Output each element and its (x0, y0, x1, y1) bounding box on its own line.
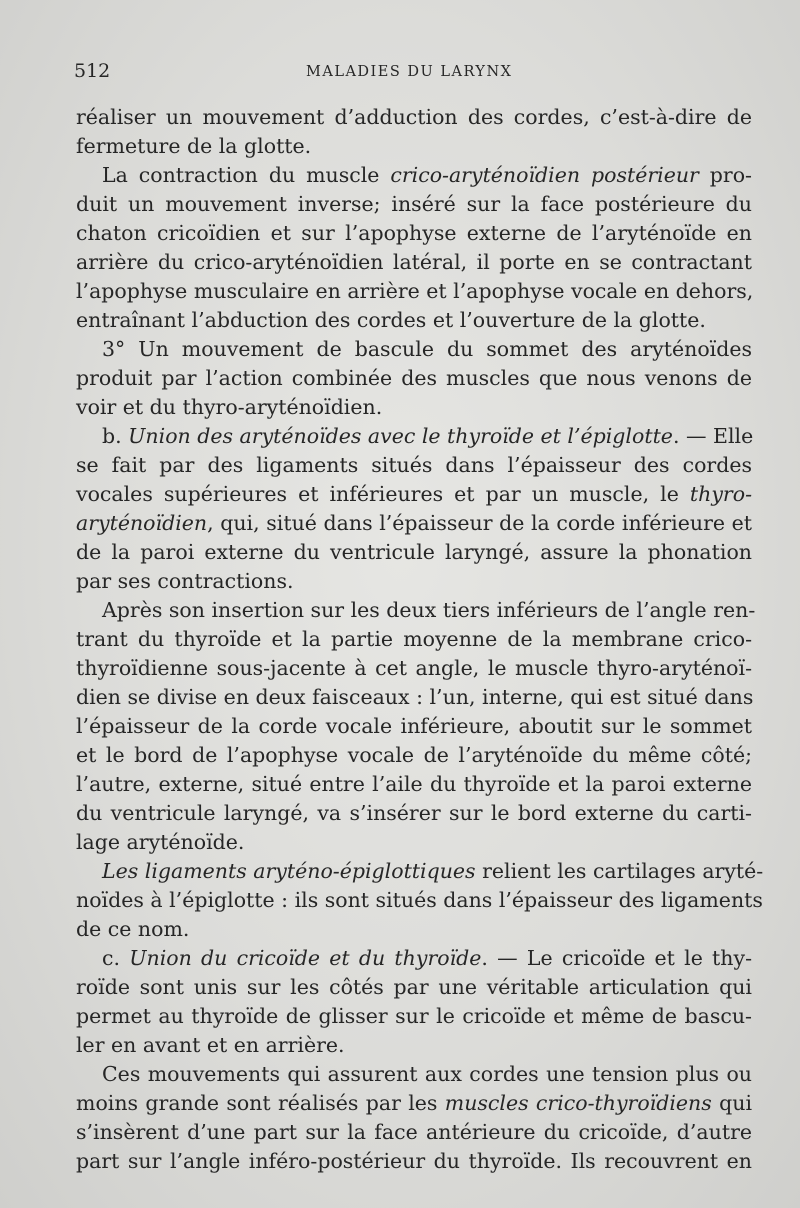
text-line (76, 1089, 752, 1118)
text-run: produit par l’action combinée des muscles que nous venons de (76, 366, 752, 390)
body-text (76, 103, 764, 1176)
text-run: part sur l’angle inféro-postérieur du thyroïde. Ils recouvrent en (76, 1149, 752, 1173)
text-line (76, 190, 752, 219)
italic-text: Les ligaments aryténo-épiglottiques (102, 859, 476, 883)
text-run: de ce nom. (76, 917, 190, 941)
text-line (76, 161, 752, 190)
text-line (76, 712, 752, 741)
text-run: voir et du thyro-aryténoïdien. (76, 395, 383, 419)
text-run: roïde sont unis sur les côtés par une véritable articulation qui (76, 975, 752, 999)
text-line (76, 509, 752, 538)
text-run: duit un mouvement inverse; inséré sur la face postérieure du (76, 192, 752, 216)
text-line (76, 654, 752, 683)
text-run: fermeture de la glotte. (76, 134, 312, 158)
text-run: l’apophyse musculaire en arrière et l’apophyse vocale en dehors, (76, 279, 754, 303)
text-line (76, 103, 752, 132)
text-line (76, 828, 752, 857)
text-run: Après son insertion sur les deux tiers inférieurs de l’angle ren- (102, 598, 756, 622)
text-line (76, 857, 764, 886)
italic-text: Union du cricoïde et du thyroïde (129, 946, 482, 970)
text-run: du ventricule laryngé, va s’insérer sur le bord externe du carti- (76, 801, 752, 825)
text-line (76, 393, 752, 422)
text-line (76, 219, 752, 248)
text-line (76, 364, 752, 393)
text-run: moins grande sont réalisés par les (76, 1091, 445, 1115)
text-run: de la paroi externe du ventricule laryngé, assure la phonation (76, 540, 752, 564)
text-line (76, 625, 752, 654)
text-line (76, 132, 752, 161)
text-run: lage aryténoïde. (76, 830, 245, 854)
italic-text: crico-aryténoïdien postérieur (390, 163, 699, 187)
italic-text: muscles crico-thyroïdiens (444, 1091, 712, 1115)
text-run: pro- (698, 163, 752, 187)
text-run: Ces mouvements qui assurent aux cordes une tension plus ou (102, 1062, 752, 1086)
text-line (76, 422, 752, 451)
text-run: La contraction du muscle (102, 163, 391, 187)
text-line (76, 306, 752, 335)
text-run: arrière du crico-aryténoïdien latéral, il porte en se contractant (76, 250, 752, 274)
text-line (76, 567, 752, 596)
text-run: b. (102, 424, 129, 448)
text-run: qui (711, 1091, 752, 1115)
text-line (76, 886, 763, 915)
text-line (76, 770, 752, 799)
text-run: dien se divise en deux faisceaux : l’un, interne, qui est situé dans (76, 685, 754, 709)
page-number: 512 (74, 60, 111, 82)
text-run: et le bord de l’apophyse vocale de l’aryténoïde du même côté; (76, 743, 752, 767)
text-run: c. (102, 946, 130, 970)
text-line (76, 1060, 752, 1089)
running-title: MALADIES DU LARYNX (306, 64, 513, 80)
text-run: réaliser un mouvement d’adduction des cordes, c’est-à-dire de (76, 105, 752, 129)
text-run: . — Le cricoïde et le thy- (481, 946, 753, 970)
text-line (76, 1118, 752, 1147)
text-run: permet au thyroïde de glisser sur le cricoïde et même de bascu- (76, 1004, 752, 1028)
text-run: relient les cartilages aryté- (475, 859, 764, 883)
text-run: trant du thyroïde et la partie moyenne de la membrane crico- (76, 627, 752, 651)
text-line (76, 915, 752, 944)
text-line (76, 973, 752, 1002)
text-run: thyroïdienne sous-jacente à cet angle, le muscle thyro-aryténoï- (76, 656, 752, 680)
text-line (76, 799, 752, 828)
italic-text: aryténoïdien (76, 511, 208, 535)
text-run: vocales supérieures et inférieures et par un muscle, le (76, 482, 690, 506)
text-run: par ses contractions. (76, 569, 294, 593)
text-run: l’autre, externe, situé entre l’aile du thyroïde et la paroi externe (76, 772, 752, 796)
text-line (76, 480, 752, 509)
text-run: . — Elle (672, 424, 754, 448)
text-run: entraînant l’abduction des cordes et l’ouverture de la glotte. (76, 308, 706, 332)
italic-text: thyro- (689, 482, 752, 506)
text-line (76, 538, 752, 567)
text-line (76, 335, 752, 364)
text-run: ler en avant et en arrière. (76, 1033, 345, 1057)
italic-text: Union des aryténoïdes avec le thyroïde et l’épiglotte (128, 424, 673, 448)
text-line (76, 741, 752, 770)
text-line (76, 1031, 752, 1060)
text-line (76, 248, 752, 277)
text-line (76, 944, 752, 973)
text-run: , qui, situé dans l’épaisseur de la corde inférieure et (207, 511, 752, 535)
text-line (76, 277, 752, 306)
text-line (76, 1002, 752, 1031)
text-run: 3° Un mouvement de bascule du sommet des aryténoïdes (102, 337, 752, 361)
text-line (76, 596, 756, 625)
text-run: se fait par des ligaments situés dans l’épaisseur des cordes (76, 453, 752, 477)
text-line (76, 683, 752, 712)
text-run: chaton cricoïdien et sur l’apophyse externe de l’aryténoïde en (76, 221, 752, 245)
text-line (76, 1147, 752, 1176)
text-run: l’épaisseur de la corde vocale inférieure, aboutit sur le sommet (76, 714, 752, 738)
text-run: noïdes à l’épiglotte : ils sont situés dans l’épaisseur des ligaments (76, 888, 763, 912)
page-header (74, 60, 754, 88)
text-line (76, 451, 752, 480)
text-run: s’insèrent d’une part sur la face antérieure du cricoïde, d’autre (76, 1120, 752, 1144)
